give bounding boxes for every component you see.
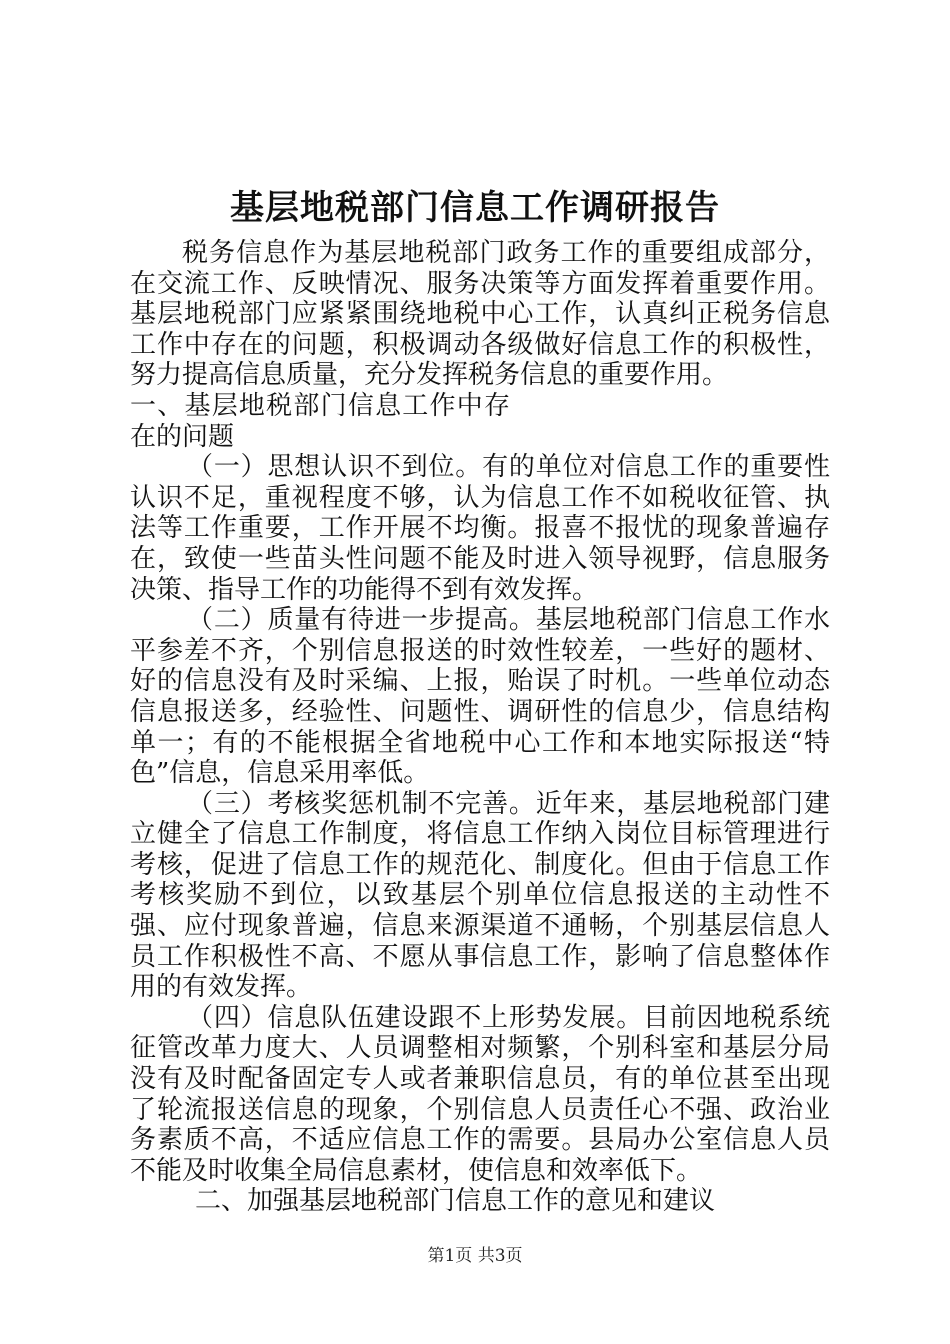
section-heading-1: 一、基层地税部门信息工作中存在的问题 <box>130 390 510 452</box>
subsection-paragraph-2: （二）质量有待进一步提高。基层地税部门信息工作水平参差不齐，个别信息报送的时效性较差，一些好的题材、好的信息没有及时采编、上报，贻误了时机。一些单位动态信息报送多，经验性、问题性、调研性的信息少，信息结构单一；有的不能根据全省地税中心工作和本地实际报送“特色”信息，信息采用率低。 <box>130 605 830 789</box>
section-heading-2: 二、加强基层地税部门信息工作的意见和建议 <box>195 1186 716 1217</box>
document-body <box>130 238 830 1217</box>
subsection-paragraph-4: （四）信息队伍建设跟不上形势发展。目前因地税系统征管改革力度大、人员调整相对频繁，个别科室和基层分局没有及时配备固定专人或者兼职信息员，有的单位甚至出现了轮流报送信息的现象，个别信息人员责任心不强、政治业务素质不高，不适应信息工作的需要。县局办公室信息人员不能及时收集全局信息素材，使信息和效率低下。 <box>130 1002 830 1186</box>
page-footer: 第1页 共3页 <box>427 1246 523 1266</box>
subsection-paragraph-3: （三）考核奖惩机制不完善。近年来，基层地税部门建立健全了信息工作制度，将信息工作纳入岗位目标管理进行考核，促进了信息工作的规范化、制度化。但由于信息工作考核奖励不到位，以致基层个别单位信息报送的主动性不强、应付现象普遍，信息来源渠道不通畅，个别基层信息人员工作积极性不高、不愿从事信息工作，影响了信息整体作用的有效发挥。 <box>130 788 830 1003</box>
page-title: 基层地税部门信息工作调研报告 <box>230 188 720 228</box>
intro-paragraph: 税务信息作为基层地税部门政务工作的重要组成部分，在交流工作、反映情况、服务决策等方面发挥着重要作用。基层地税部门应紧紧围绕地税中心工作，认真纠正税务信息工作中存在的问题，积极调动各级做好信息工作的积极性，努力提高信息质量，充分发挥税务信息的重要作用。 <box>130 238 830 391</box>
subsection-paragraph-1: （一）思想认识不到位。有的单位对信息工作的重要性认识不足，重视程度不够，认为信息工作不如税收征管、执法等工作重要，工作开展不均衡。报喜不报忧的现象普遍存在，致使一些苗头性问题不能及时进入领导视野，信息服务决策、指导工作的功能得不到有效发挥。 <box>130 452 830 605</box>
